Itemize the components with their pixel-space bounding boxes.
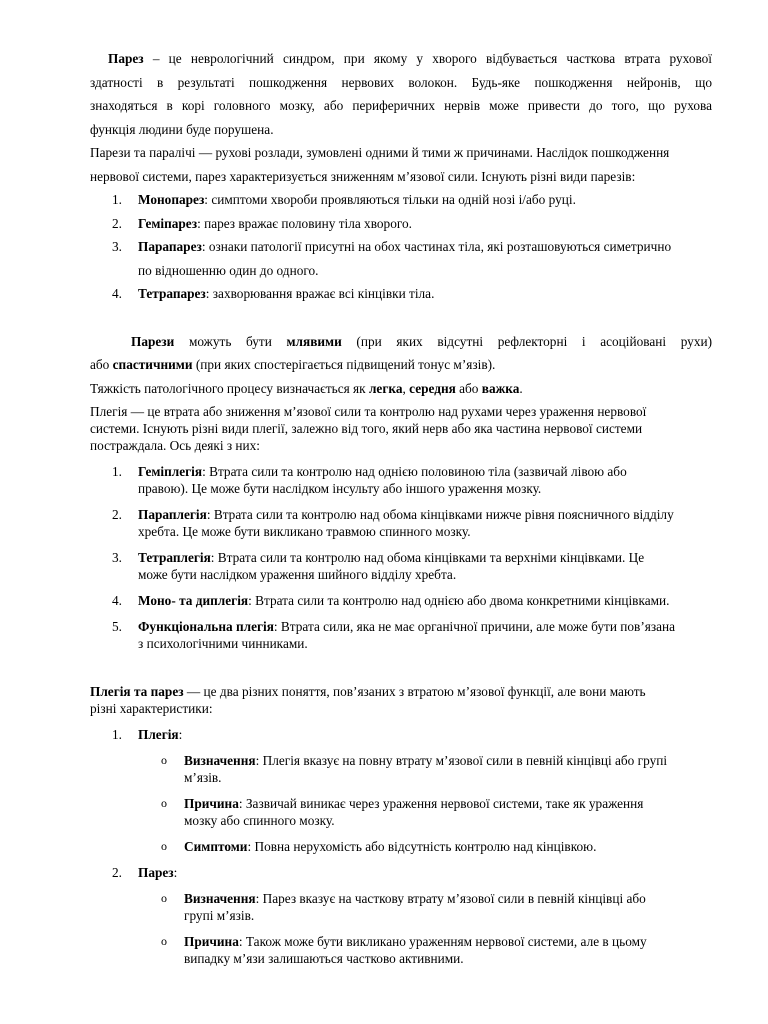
paresis-definition: Парез – це неврологічний синдром, при якому у хворого відбувається часткова втрата рухової здатності в результаті пошкодження нервових волокон. Будь-яке пошкодження нейронів, що знаходяться в корі головного мозку, або периферичних нервів може привести до того, що рухова функція людини буде порушена. bbox=[90, 51, 712, 137]
list-item: 5. Функціональна плегія: Втрата сили, яка не має органічної причини, але може бути пов’язана з психологічними чинниками. bbox=[112, 619, 676, 651]
plegia-details bbox=[138, 752, 712, 855]
list-item: 3. Парапарез: ознаки патології присутні на обох частинах тіла, які розташовуються симетрично по відношенню один до одного. bbox=[112, 239, 672, 278]
plegia-types-list bbox=[90, 463, 712, 652]
paresis-details bbox=[138, 890, 712, 967]
list-item: 1. Плегія: o Визначення: Плегія вказує на повну втрату м’язової сили в певній кінцівці або групі м’язів. o Причина: Зазвичай виникає через ураження нервової системи, таке як ураження мозку або спинного мозку. o Симптоми: Повна нерухомість або відсутність контролю над кінцівкою. bbox=[90, 726, 712, 855]
list-item: o Визначення: Парез вказує на часткову втрату м’язової сили в певній кінцівці або групі м’язів. bbox=[161, 891, 646, 923]
list-item: 1. Геміплегія: Втрата сили та контролю над однією половиною тіла (зазвичай лівою або правою). Це може бути наслідком інсульту або іншого ураження мозку. bbox=[112, 464, 627, 496]
list-item: o Визначення: Плегія вказує на повну втрату м’язової сили в певній кінцівці або групі м’язів. bbox=[161, 753, 668, 785]
list-item: 2. Параплегія: Втрата сили та контролю над обома кінцівками нижче рівня поясничного відділу хребта. Це може бути викликано травмою спинного мозку. bbox=[112, 507, 674, 539]
list-item: 3. Тетраплегія: Втрата сили та контролю над обома кінцівками та верхніми кінцівками. Це може бути наслідком ураження шийного відділу хребта. bbox=[112, 550, 645, 582]
paresis-forms: Парези можуть бути млявими (при яких відсутні рефлекторні і асоційовані рухи) або спастичними (при яких спостерігається підвищений тонус м’язів). Тяжкість патологічного процесу визначається як легка, середня або важка. bbox=[90, 333, 713, 396]
plegia-vs-paresis: Плегія та парез — це два різних поняття, пов’язаних з втратою м’язової функції, але вони мають різні характеристики: bbox=[90, 684, 646, 716]
list-item: o Симптоми: Повна нерухомість або відсутність контролю над кінцівкою. bbox=[161, 839, 597, 854]
document-body bbox=[90, 47, 712, 967]
list-item: 4. Тетрапарез: захворювання вражає всі кінцівки тіла. bbox=[112, 286, 435, 301]
list-item: 2. Геміпарез: парез вражає половину тіла хворого. bbox=[112, 215, 412, 231]
list-item: o Причина: Зазвичай виникає через ураження нервової системи, таке як ураження мозку або спинного мозку. bbox=[161, 796, 644, 828]
list-item: 4. Моно- та диплегія: Втрата сили та контролю над однією або двома конкретними кінцівками. bbox=[112, 593, 670, 608]
plegia-definition: Плегія — це втрата або зниження м’язової сили та контролю над рухами через ураження нервової системи. Існують різні види плегії, залежно від того, який нерв або яка частина нервової системи постраждала. Ось деякі з них: bbox=[90, 404, 647, 453]
list-item: 2. Парез: o Визначення: Парез вказує на часткову втрату м’язової сили в певній кінцівці або групі м’язів. o Причина: Також може бути викликано ураженням нервової системи, але в цьому випадку м’язи залишаються частково активними. bbox=[90, 864, 712, 967]
list-item: 1. Монопарез: симптоми хвороби проявляються тільки на одній нозі і/або руці. bbox=[112, 192, 576, 207]
comparison-list bbox=[90, 726, 712, 967]
term-paresis: Парез bbox=[108, 51, 144, 66]
list-item: o Причина: Також може бути викликано ураженням нервової системи, але в цьому випадку м’язи залишаються частково активними. bbox=[161, 934, 647, 966]
paresis-types-list bbox=[90, 188, 712, 306]
paresis-intro: Парези та паралічі — рухові розлади, зумовлені одними й тими ж причинами. Наслідок пошкодження нервової системи, парез характеризується зниженням м’язової сили. Існують різні види парезів: bbox=[90, 145, 670, 184]
